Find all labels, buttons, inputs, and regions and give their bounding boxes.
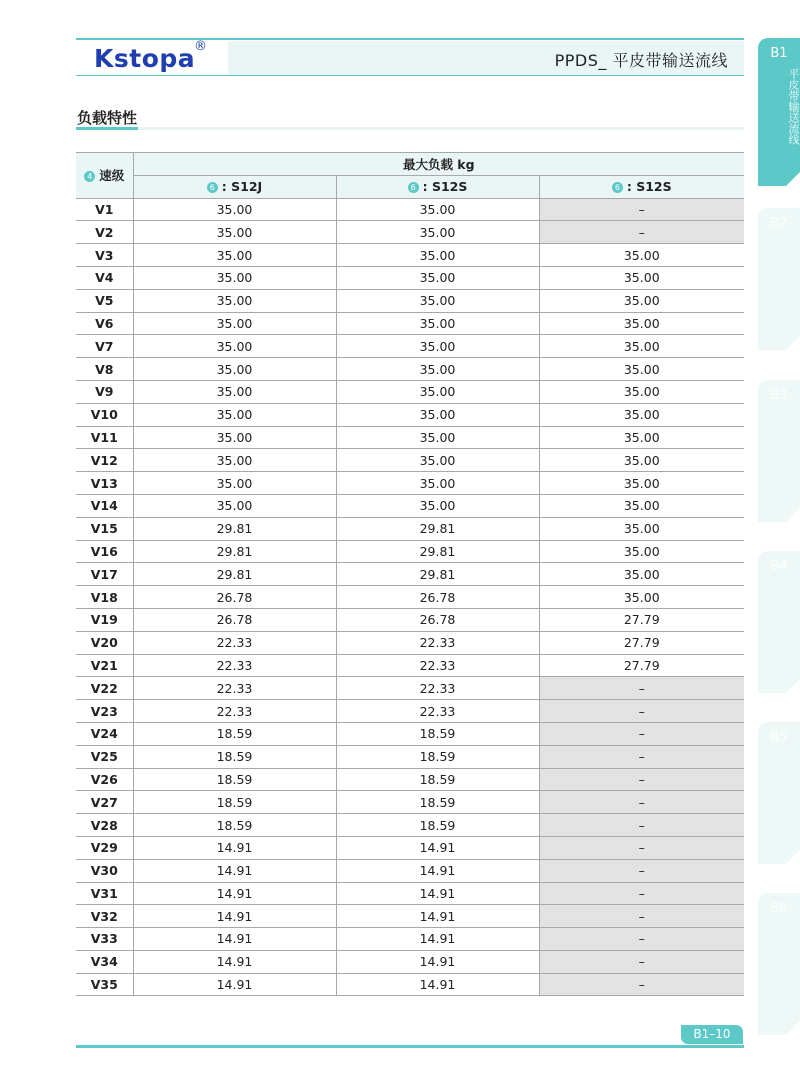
max-load-cell: 18.59 (336, 791, 539, 814)
max-load-cell: 29.81 (336, 563, 539, 586)
max-load-cell: 35.00 (336, 198, 539, 221)
max-load-cell: 18.59 (133, 768, 336, 791)
not-available-cell: – (539, 677, 744, 700)
max-load-cell: 35.00 (539, 244, 744, 267)
chapter-tab-b1[interactable] (758, 38, 800, 186)
level-column-header (76, 153, 133, 199)
not-available-cell: – (539, 882, 744, 905)
tab-corner-cut (786, 850, 800, 864)
not-available-cell: – (539, 768, 744, 791)
max-load-cell: 35.00 (336, 289, 539, 312)
speed-level-cell: V33 (76, 928, 133, 951)
table-row (76, 608, 744, 631)
max-load-cell: 14.91 (133, 836, 336, 859)
max-load-cell: 35.00 (133, 335, 336, 358)
tab-corner-cut (786, 679, 800, 693)
max-load-cell: 35.00 (539, 494, 744, 517)
table-row (76, 266, 744, 289)
speed-level-cell: V32 (76, 905, 133, 928)
max-load-cell: 35.00 (133, 289, 336, 312)
max-load-cell: 18.59 (133, 814, 336, 837)
chapter-tab-code: B4 (770, 559, 788, 574)
max-load-cell: 14.91 (133, 950, 336, 973)
load-table (76, 152, 744, 996)
max-load-cell: 35.00 (336, 312, 539, 335)
table-row (76, 677, 744, 700)
max-load-cell: 35.00 (133, 358, 336, 381)
max-load-cell: 35.00 (539, 586, 744, 609)
chapter-tab-code: B3 (770, 388, 788, 403)
max-load-cell: 18.59 (336, 745, 539, 768)
table-row (76, 654, 744, 677)
speed-level-cell: V14 (76, 494, 133, 517)
max-load-cell: 35.00 (336, 266, 539, 289)
table-row (76, 198, 744, 221)
section-underline-accent (76, 127, 138, 130)
speed-level-cell: V27 (76, 791, 133, 814)
max-load-cell: 35.00 (336, 426, 539, 449)
speed-level-cell: V3 (76, 244, 133, 267)
max-load-cell: 18.59 (133, 722, 336, 745)
speed-level-cell: V24 (76, 722, 133, 745)
max-load-cell: 14.91 (133, 973, 336, 996)
max-load-cell: 22.33 (133, 654, 336, 677)
speed-level-cell: V20 (76, 631, 133, 654)
speed-level-cell: V15 (76, 517, 133, 540)
max-load-cell: 18.59 (336, 722, 539, 745)
chapter-tab-code: B5 (770, 730, 788, 745)
speed-level-cell: V12 (76, 449, 133, 472)
model-badge-icon: 6 (207, 182, 218, 193)
max-load-cell: 35.00 (539, 563, 744, 586)
table-row (76, 494, 744, 517)
max-load-cell: 35.00 (336, 403, 539, 426)
model-column-header (336, 175, 539, 198)
speed-level-cell: V22 (76, 677, 133, 700)
page-header-title: PPDS_ 平皮带输送流线 (554, 51, 728, 70)
max-load-cell: 22.33 (336, 700, 539, 723)
speed-level-cell: V11 (76, 426, 133, 449)
max-load-cell: 14.91 (336, 836, 539, 859)
max-load-cell: 35.00 (133, 380, 336, 403)
table-row (76, 540, 744, 563)
table-row (76, 244, 744, 267)
max-load-cell: 14.91 (133, 928, 336, 951)
speed-level-cell: V34 (76, 950, 133, 973)
max-load-cell: 35.00 (133, 472, 336, 495)
max-load-cell: 14.91 (336, 859, 539, 882)
max-load-cell: 35.00 (133, 426, 336, 449)
table-row (76, 950, 744, 973)
not-available-cell: – (539, 950, 744, 973)
max-load-cell: 35.00 (539, 335, 744, 358)
tab-corner-cut (786, 336, 800, 350)
speed-level-cell: V2 (76, 221, 133, 244)
table-row (76, 221, 744, 244)
not-available-cell: – (539, 814, 744, 837)
table-row (76, 449, 744, 472)
max-load-cell: 22.33 (133, 700, 336, 723)
chapter-tab-code: B2 (770, 216, 788, 231)
max-load-cell: 26.78 (336, 586, 539, 609)
chapter-tab-b6[interactable] (758, 893, 800, 1035)
not-available-cell: – (539, 221, 744, 244)
max-load-cell: 35.00 (133, 403, 336, 426)
not-available-cell: – (539, 859, 744, 882)
max-load-cell: 14.91 (133, 882, 336, 905)
max-load-cell: 22.33 (336, 677, 539, 700)
max-load-cell: 35.00 (539, 266, 744, 289)
speed-level-cell: V28 (76, 814, 133, 837)
max-load-cell: 35.00 (336, 358, 539, 381)
table-row (76, 859, 744, 882)
table-row (76, 312, 744, 335)
max-load-cell: 22.33 (336, 631, 539, 654)
max-load-cell: 26.78 (133, 586, 336, 609)
speed-level-cell: V19 (76, 608, 133, 631)
max-load-cell: 27.79 (539, 654, 744, 677)
speed-level-cell: V8 (76, 358, 133, 381)
chapter-tab-b2[interactable] (758, 208, 800, 350)
speed-level-cell: V16 (76, 540, 133, 563)
max-load-cell: 22.33 (336, 654, 539, 677)
max-load-cell: 14.91 (336, 928, 539, 951)
speed-level-cell: V25 (76, 745, 133, 768)
table-row (76, 722, 744, 745)
speed-level-cell: V29 (76, 836, 133, 859)
table-row (76, 335, 744, 358)
speed-level-cell: V21 (76, 654, 133, 677)
max-load-cell: 35.00 (133, 244, 336, 267)
table-row (76, 836, 744, 859)
not-available-cell: – (539, 198, 744, 221)
max-load-cell: 35.00 (133, 312, 336, 335)
max-load-cell: 35.00 (133, 494, 336, 517)
max-load-cell: 35.00 (336, 449, 539, 472)
max-load-cell: 35.00 (336, 335, 539, 358)
max-load-cell: 35.00 (336, 244, 539, 267)
not-available-cell: – (539, 745, 744, 768)
max-load-cell: 35.00 (539, 312, 744, 335)
not-available-cell: – (539, 928, 744, 951)
max-load-cell: 29.81 (133, 540, 336, 563)
tab-corner-cut (786, 508, 800, 522)
max-load-cell: 35.00 (539, 289, 744, 312)
table-row (76, 631, 744, 654)
max-load-cell: 22.33 (133, 631, 336, 654)
speed-level-cell: V23 (76, 700, 133, 723)
table-row (76, 358, 744, 381)
max-load-cell: 35.00 (336, 221, 539, 244)
model-column-label: : S12J (221, 179, 263, 195)
max-load-cell: 27.79 (539, 631, 744, 654)
max-load-cell: 35.00 (539, 517, 744, 540)
max-load-cell: 35.00 (133, 266, 336, 289)
model-column-header (133, 175, 336, 198)
max-load-cell: 35.00 (336, 472, 539, 495)
chapter-tab-label: 平皮带输送流线 (787, 68, 800, 145)
speed-level-cell: V13 (76, 472, 133, 495)
max-load-cell: 14.91 (133, 859, 336, 882)
model-badge-icon: 6 (408, 182, 419, 193)
max-load-cell: 35.00 (539, 403, 744, 426)
max-load-cell: 35.00 (539, 380, 744, 403)
max-load-cell: 26.78 (133, 608, 336, 631)
max-load-cell: 35.00 (539, 358, 744, 381)
chapter-tab-b4[interactable] (758, 551, 800, 693)
max-load-cell: 35.00 (133, 221, 336, 244)
table-row (76, 928, 744, 951)
max-load-cell: 35.00 (539, 472, 744, 495)
speed-level-cell: V30 (76, 859, 133, 882)
not-available-cell: – (539, 791, 744, 814)
table-row (76, 403, 744, 426)
not-available-cell: – (539, 722, 744, 745)
max-load-cell: 14.91 (336, 882, 539, 905)
max-load-cell: 35.00 (336, 494, 539, 517)
tab-corner-cut (786, 172, 800, 186)
max-load-cell: 18.59 (336, 768, 539, 791)
chapter-tab-code: B1 (770, 46, 788, 61)
load-table-container (76, 152, 744, 996)
not-available-cell: – (539, 700, 744, 723)
speed-level-cell: V7 (76, 335, 133, 358)
footer-rule (76, 1045, 744, 1048)
chapter-tab-code: B6 (770, 901, 788, 916)
speed-level-cell: V35 (76, 973, 133, 996)
speed-level-cell: V26 (76, 768, 133, 791)
max-load-cell: 26.78 (336, 608, 539, 631)
not-available-cell: – (539, 836, 744, 859)
model-column-label: : S12S (422, 179, 468, 195)
not-available-cell: – (539, 905, 744, 928)
table-row (76, 882, 744, 905)
max-load-cell: 29.81 (336, 540, 539, 563)
max-load-cell: 35.00 (133, 449, 336, 472)
max-load-cell: 18.59 (336, 814, 539, 837)
speed-level-cell: V10 (76, 403, 133, 426)
max-load-cell: 35.00 (539, 426, 744, 449)
max-load-cell: 18.59 (133, 745, 336, 768)
max-load-cell: 35.00 (539, 449, 744, 472)
model-column-header (539, 175, 744, 198)
section-underline (76, 127, 744, 130)
max-load-cell: 29.81 (133, 563, 336, 586)
registered-mark: ® (194, 39, 207, 54)
table-row (76, 814, 744, 837)
speed-level-cell: V6 (76, 312, 133, 335)
max-load-cell: 27.79 (539, 608, 744, 631)
speed-level-cell: V31 (76, 882, 133, 905)
table-row (76, 791, 744, 814)
table-row (76, 905, 744, 928)
header-top-rule (76, 38, 744, 40)
max-load-cell: 35.00 (133, 198, 336, 221)
max-load-group-header: 最大负载 kg (133, 153, 744, 176)
section-title: 负载特性 (77, 109, 138, 127)
speed-level-cell: V4 (76, 266, 133, 289)
table-row (76, 563, 744, 586)
table-row (76, 745, 744, 768)
max-load-cell: 29.81 (336, 517, 539, 540)
max-load-cell: 14.91 (336, 973, 539, 996)
table-row (76, 768, 744, 791)
speed-level-cell: V5 (76, 289, 133, 312)
table-row (76, 426, 744, 449)
level-header-label: 速级 (99, 168, 125, 184)
max-load-cell: 18.59 (133, 791, 336, 814)
max-load-cell: 35.00 (539, 540, 744, 563)
tab-corner-cut (786, 1021, 800, 1035)
speed-level-cell: V18 (76, 586, 133, 609)
not-available-cell: – (539, 973, 744, 996)
speed-level-cell: V9 (76, 380, 133, 403)
max-load-cell: 14.91 (133, 905, 336, 928)
max-load-cell: 14.91 (336, 950, 539, 973)
table-row (76, 586, 744, 609)
table-row (76, 472, 744, 495)
brand-logo: Kstopa (94, 44, 196, 73)
table-row (76, 289, 744, 312)
max-load-cell: 35.00 (336, 380, 539, 403)
table-row (76, 380, 744, 403)
table-row (76, 700, 744, 723)
max-load-cell: 14.91 (336, 905, 539, 928)
model-column-label: : S12S (626, 179, 672, 195)
model-badge-icon: 6 (612, 182, 623, 193)
max-load-cell: 29.81 (133, 517, 336, 540)
header-bottom-rule (76, 75, 744, 76)
speed-level-cell: V17 (76, 563, 133, 586)
chapter-tab-b5[interactable] (758, 722, 800, 864)
table-row (76, 517, 744, 540)
chapter-tab-b3[interactable] (758, 380, 800, 522)
max-load-cell: 22.33 (133, 677, 336, 700)
page-number: B1–10 (681, 1025, 743, 1044)
speed-level-cell: V1 (76, 198, 133, 221)
level-badge-icon: 4 (84, 171, 95, 182)
table-row (76, 973, 744, 996)
